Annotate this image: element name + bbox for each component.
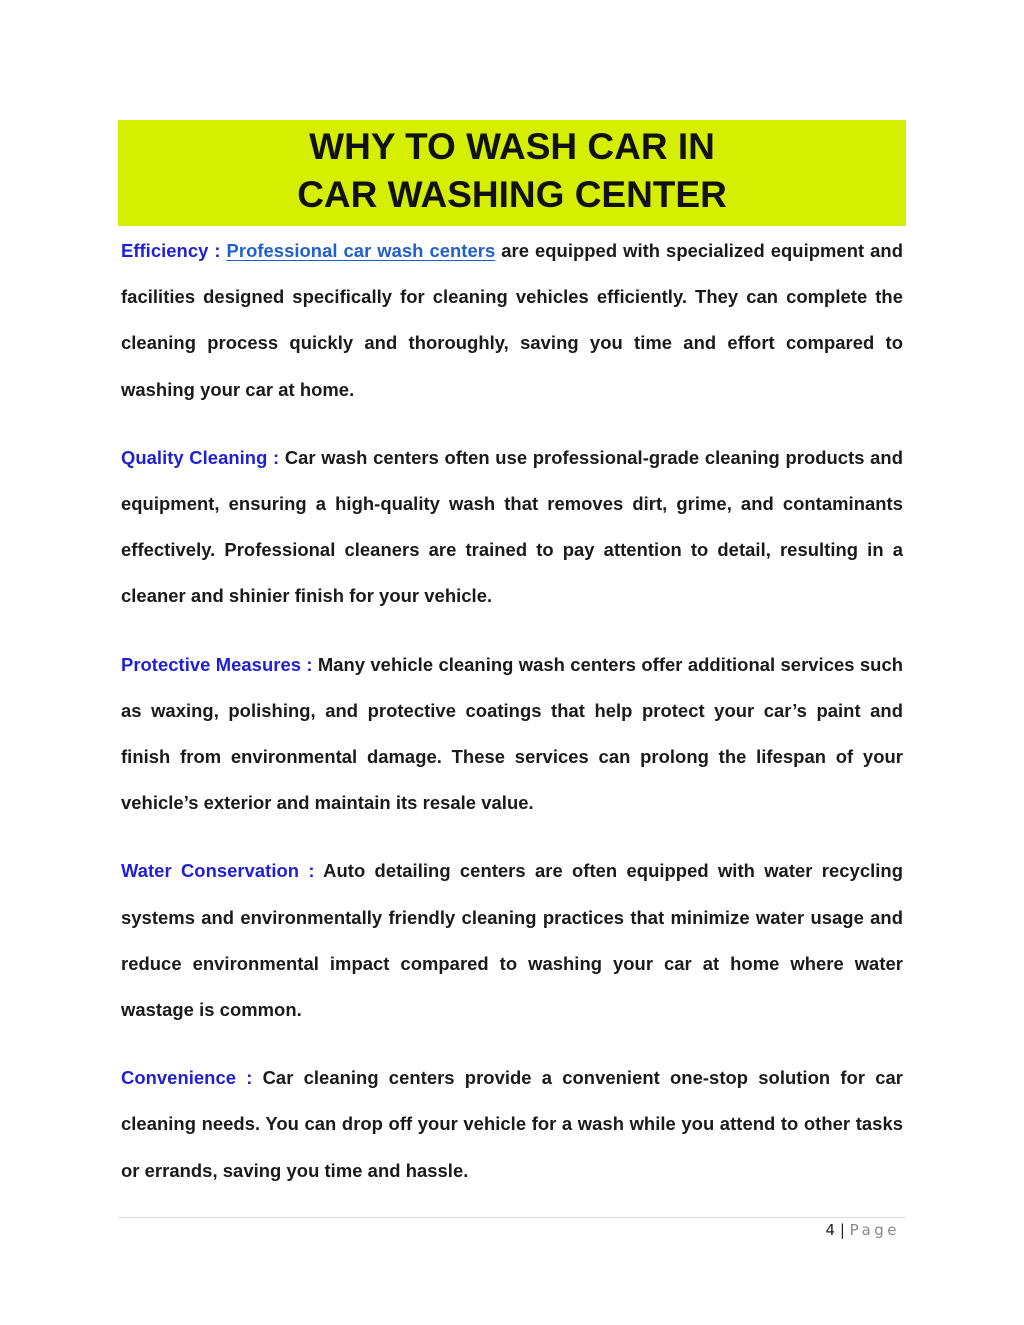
title-banner [118,120,906,226]
section-convenience [121,1055,903,1194]
page-footer [826,1221,900,1239]
section-quality-cleaning [121,435,903,620]
page-title-line-2: CAR WASHING CENTER [297,174,727,215]
section-text: are equipped with specialized equipment and facilities designed specifically for cleaning vehicles efficiently. They can complete the cleaning process quickly and thoroughly, saving you time and effort compared to washing your car at home. [121,240,903,400]
page-word: Page [849,1221,900,1239]
section-label: Convenience [121,1067,237,1089]
section-label: Efficiency [121,240,209,261]
section-protective-measures [121,642,903,827]
section-efficiency [121,228,903,413]
section-label-separator: : [299,860,324,882]
section-text: Car cleaning centers provide a convenient one-stop solution for car cleaning needs. You can drop off your vehicle for a wash while you attend to other tasks or errands, saving you time and hassle. [121,1067,903,1181]
section-label-separator: : [236,1067,263,1089]
document-body [121,228,903,1194]
section-label: Water Conservation [121,860,300,882]
section-text: Auto detailing centers are often equipped with water recycling systems and environmentally friendly cleaning practices that minimize water usage and reduce environmental impact compared to washing your car at home where water wastage is common. [121,860,903,1021]
page-number: 4 [825,1221,836,1239]
section-label-separator: : [301,653,318,675]
section-label: Quality Cleaning [121,446,268,468]
section-label-separator: : [267,446,285,468]
section-label-separator: : [208,240,227,261]
footer-separator: | [835,1221,850,1239]
professional-car-wash-link[interactable]: Professional car wash centers [226,240,496,261]
section-water-conservation [121,848,903,1033]
section-label: Protective Measures [121,653,302,675]
footer-divider [118,1217,906,1218]
section-text: Many vehicle cleaning wash centers offer additional services such as waxing, polishing, and protective coatings that help protect your car’s paint and finish from environmental damage. These services can prolong the lifespan of your vehicle’s exterior and maintain its resale value. [121,653,904,814]
section-text: Car wash centers often use professional-grade cleaning products and equipment, ensuring a high-quality wash that removes dirt, grime, and contaminants effectively. Professional cleaners are trained to pay attention to detail, resulting in a cleaner and shinier finish for your vehicle. [121,446,903,607]
page-title-line-1: WHY TO WASH CAR IN [309,126,715,167]
